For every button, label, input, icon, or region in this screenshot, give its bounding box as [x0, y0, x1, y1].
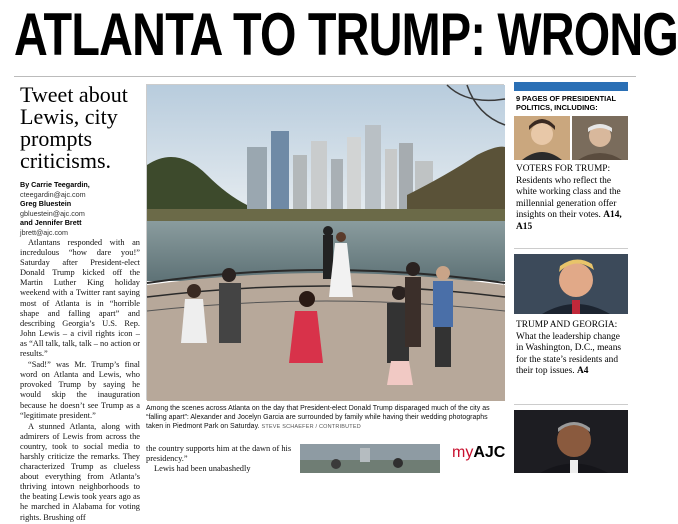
rail-heading: 9 PAGES OF PRESIDENTIAL POLITICS, INCLUDING: — [516, 94, 616, 112]
rail-divider — [514, 248, 628, 249]
obama-photo[interactable] — [514, 410, 628, 473]
story-title[interactable]: Tweet about Lewis, city prompts criticisms. — [20, 82, 128, 173]
wedding-photo[interactable] — [146, 84, 504, 400]
byline-email-link[interactable]: cteegardin@ajc.com — [20, 189, 86, 199]
trump-photo[interactable] — [514, 254, 628, 314]
story-paragraph: A stunned Atlanta, along with admirers of Lewis from across the country, took to social media to harshly criticize the remarks. They characterized Trump as clueless about everything from Atlanta’s thriving intown neighborhoods to the beating Lewis took years ago as he marched in Alabama for voting rights. Brushing off — [20, 421, 140, 522]
voter-portrait-art — [572, 116, 628, 160]
photo-caption — [146, 404, 506, 433]
byline-email-link[interactable]: jbrett@ajc.com — [20, 227, 69, 237]
piedmont-park-photo-art — [147, 85, 505, 401]
byline-email-link[interactable]: gbluestein@ajc.com — [20, 208, 85, 218]
voter-photo-woman[interactable] — [514, 116, 570, 160]
rail-item-georgia[interactable] — [516, 320, 628, 378]
byline-author: Greg Bluestein — [20, 199, 72, 208]
story-paragraph: Atlantans responded with an incredulous “how dare you!” Saturday after President-elect Donald Trump kicked off the Martin Luther King holiday weekend with a Twitter rant saying most of Atlanta is in “horrible shape and falling apart” and describing Georgia’s U.S. Rep. John Lewis – a civil rights icon – as “All talk, talk, talk – no action or results.” — [20, 238, 141, 359]
myajc-logo-brand: AJC — [473, 444, 506, 461]
secondary-photo[interactable] — [300, 444, 440, 473]
rail-item-pages: A14, A15 — [516, 210, 622, 232]
story-continuation — [146, 444, 296, 474]
voter-photo-man[interactable] — [572, 116, 628, 160]
secondary-photo-art — [300, 444, 440, 473]
myajc-logo[interactable] — [452, 444, 505, 462]
right-rail — [514, 82, 628, 473]
byline-author: and Jennifer Brett — [20, 218, 82, 227]
voter-portrait-art — [514, 116, 570, 160]
story-body — [20, 238, 140, 524]
rail-item-lead: VOTERS FOR TRUMP: — [516, 164, 611, 174]
story-paragraph: Lewis had been unabashedly — [154, 464, 251, 474]
byline-author: By Carrie Teegardin, — [20, 180, 90, 189]
rail-item-voters[interactable] — [516, 164, 628, 234]
story-paragraph: “Sad!” was Mr. Trump’s final word on Atlanta and Lewis, who provoked Trump by saying he would skip the inauguration because he doesn’t see Trump as a “legitimate president.” — [20, 360, 140, 420]
front-page-headline: ATLANTA TO TRUMP: WRONG — [14, 1, 678, 68]
trump-portrait-art — [514, 254, 628, 314]
rail-item-text: What the leadership change in Washington, D.C., means for the state’s residents and their top issues. — [516, 331, 622, 377]
obama-portrait-art — [514, 410, 628, 473]
rail-divider — [514, 404, 628, 405]
rail-accent-bar — [514, 82, 628, 91]
caption-text: Among the scenes across Atlanta on the day that President-elect Donald Trump disparaged much of the city as “falling apart”: Alexander and Jocelyn Garcia are surrounded by family while having their wedding photographs taken in Piedmont Park on Saturday. — [146, 405, 490, 431]
rail-item-pages: A4 — [576, 366, 589, 377]
rail-item-lead: TRUMP AND GEORGIA: — [516, 320, 618, 330]
rail-item-text: Residents who reflect the white working class and the millennial generation offer insights on their votes. — [516, 175, 621, 221]
photo-credit: STEVE SCHAEFER / CONTRIBUTED — [261, 424, 361, 431]
byline — [20, 180, 140, 237]
story-continuation-line: the country supports him at the dawn of his presidency.” — [146, 444, 292, 464]
myajc-logo-my: my — [452, 444, 474, 461]
headline-rule — [14, 76, 636, 77]
